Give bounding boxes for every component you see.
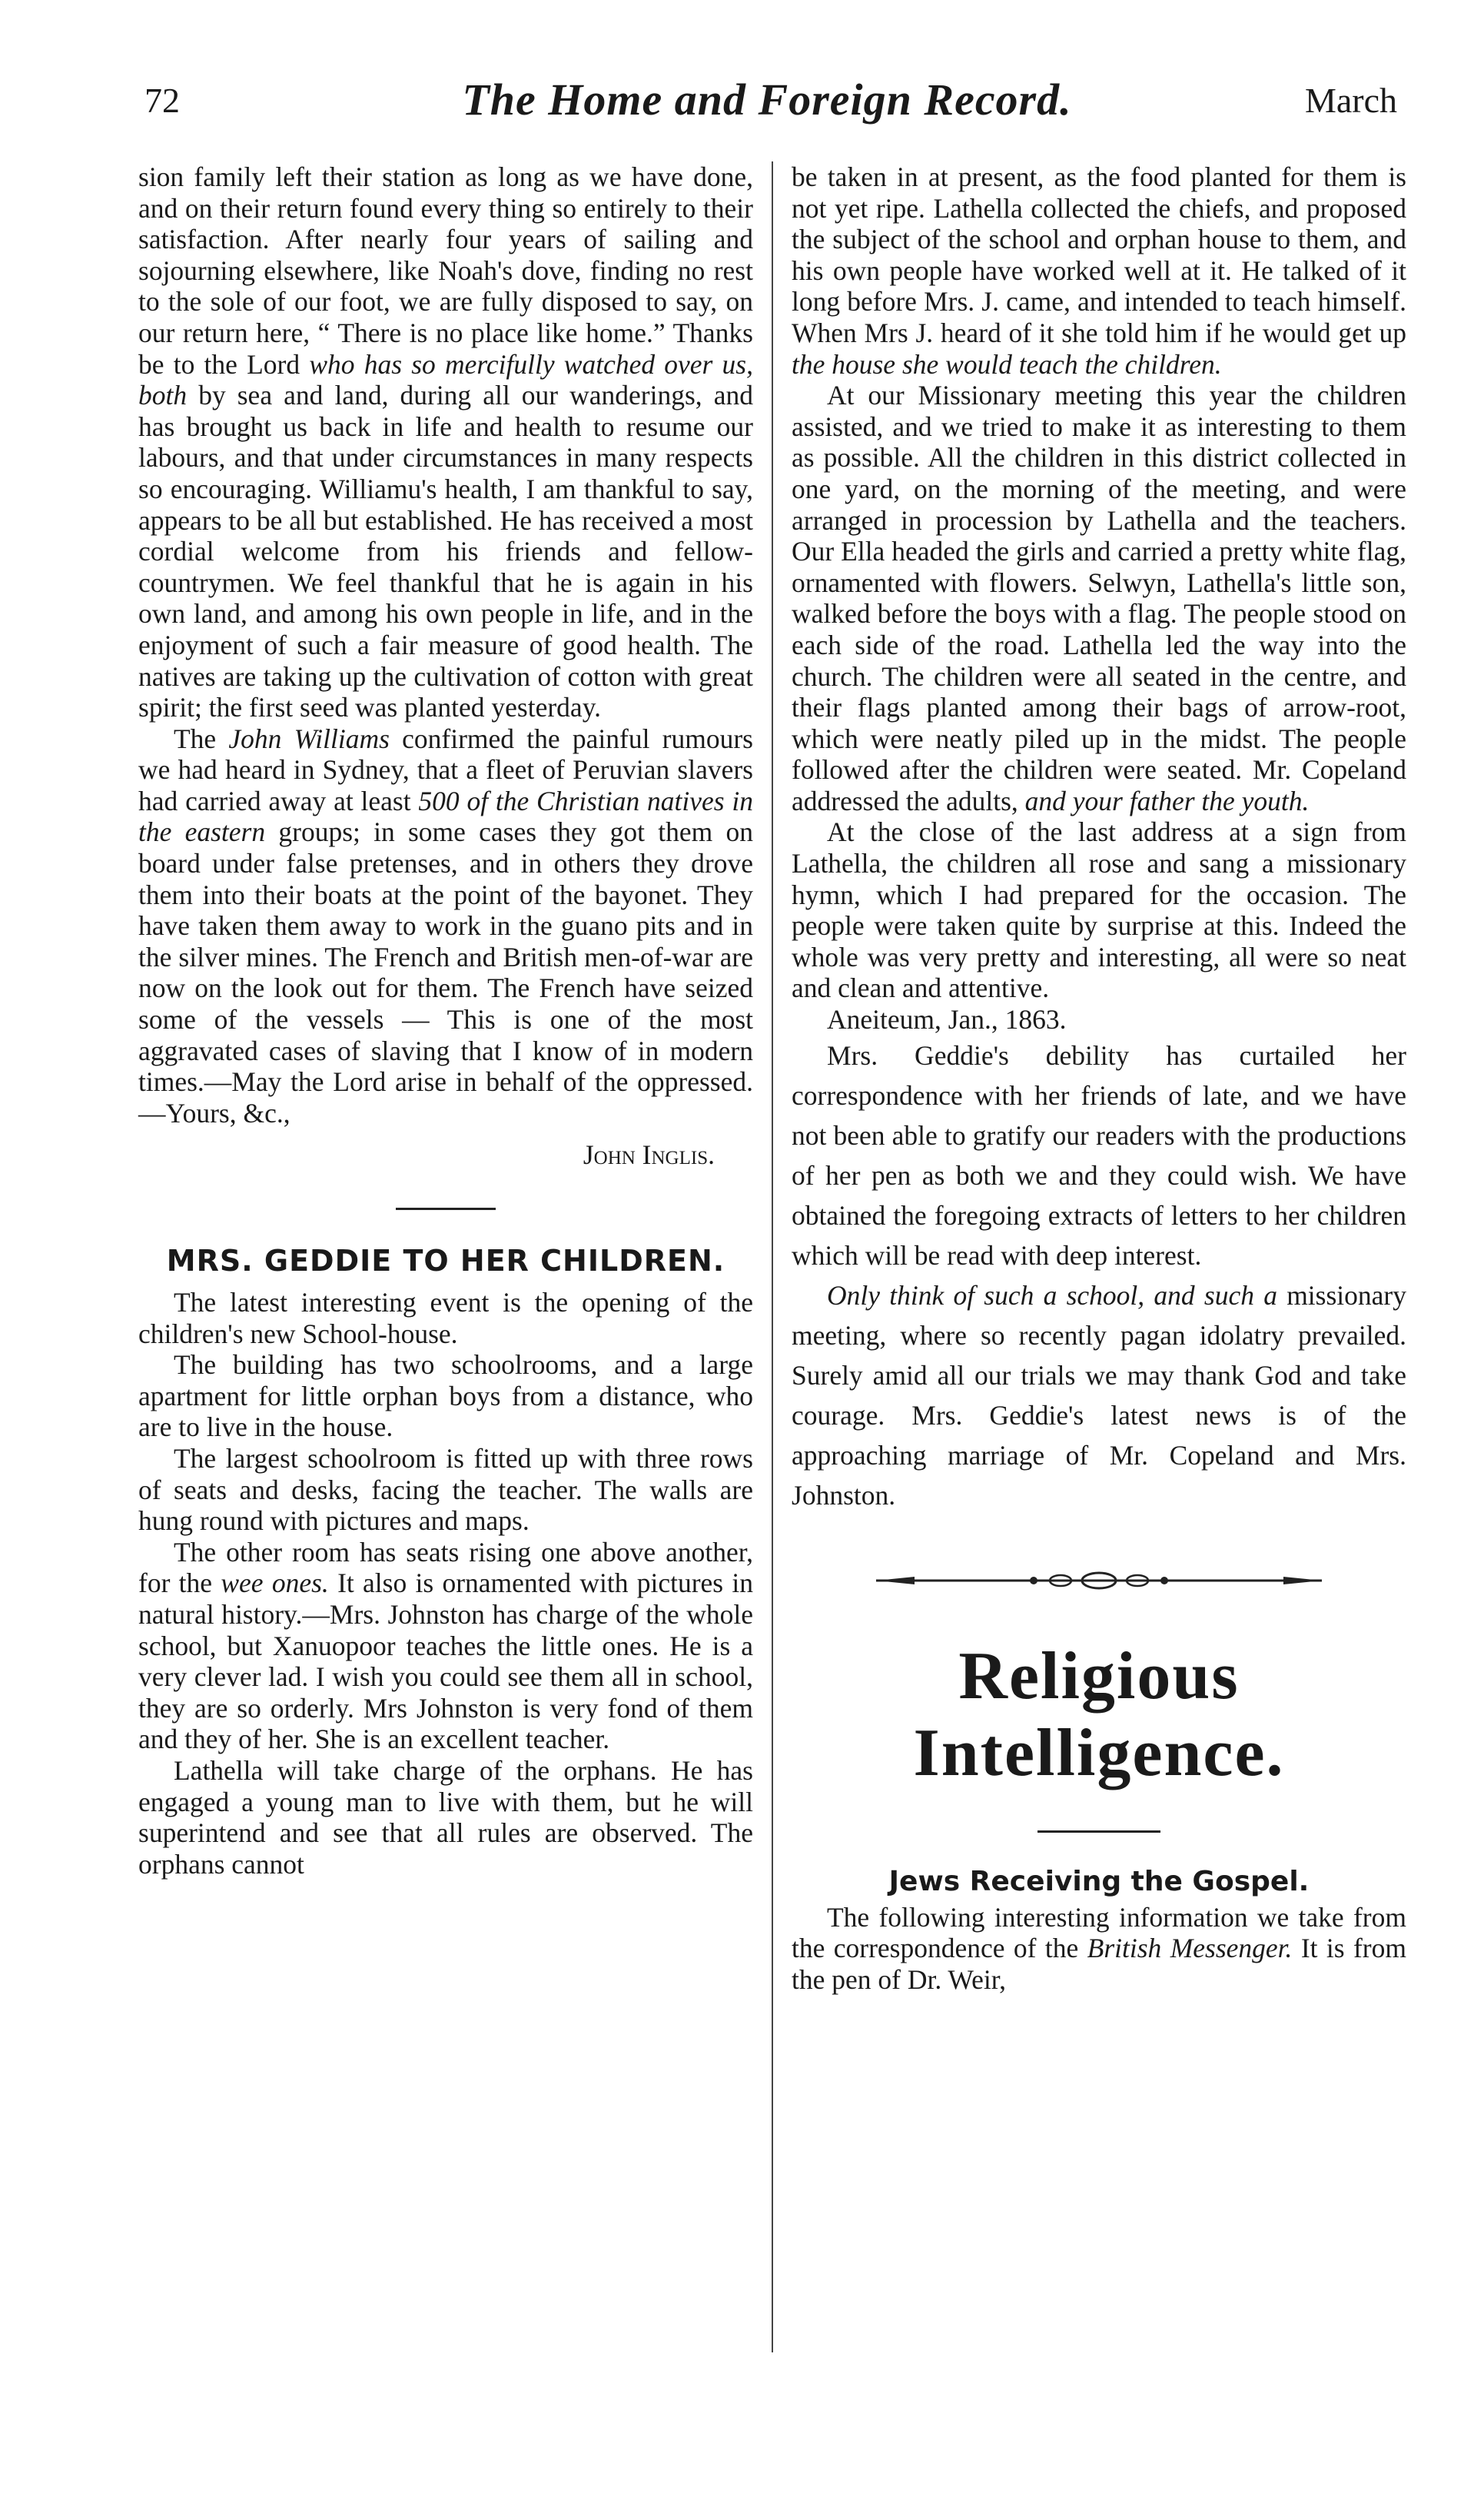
article-title: Jews Receiving the Gospel. — [888, 1865, 1310, 1897]
dateline: Aneiteum, Jan., 1863. — [827, 1004, 1067, 1036]
paragraph: sion family left their station as long as we have done, and on their return found every thing so entirely to their satisfaction. After nearly four years of sailing and sojourning elsewhere, like Noah's dove, finding no rest to the sole of our foot, we are fully disposed to say, on our return here, “ There is no place like home.” Thanks be to the Lord who has so mercifully watched over us, both by sea and land, during all our wanderings, and has brought us back in life and health to resume our labours, and that under circumstances in many respects so encouraging. Williamu's health, I am thankful to say, appears to be all but established. He has received a most cordial welcome from his friends and fellow-countrymen. We feel thankful that he is again in his own land, and among his own people in life, and in the enjoyment of such a fair measure of good health. The natives are taking up the cultivation of cotton with great spirit; the first seed was planted yesterday. — [138, 161, 754, 723]
paragraph: The latest interesting event is the opening of the children's new School-house. — [138, 1287, 753, 1349]
left-column — [138, 161, 753, 1880]
paragraph: The other room has seats rising one above another, for the wee ones. It also is ornamented with pictures in natural history.—Mrs. Johnston has charge of the whole school, but Xanuopoor teaches the little ones. He is a very clever lad. I wish you could see them all in school, they are so orderly. Mrs Johnston is very fond of them and they of her. She is an excellent teacher. — [138, 1536, 754, 1755]
page-number: 72 — [144, 81, 180, 120]
issue-month: March — [1304, 81, 1397, 120]
editorial-note — [792, 1036, 1406, 1515]
paragraph: be taken in at present, as the food planted for them is not yet ripe. Lathella collected the chiefs, and proposed the subject of the school and orphan house to them, and his own people have worked well at it. He talked of it long before Mrs. J. came, and intended to teach himself. When Mrs J. heard of it she told him if he would get up the house she would teach the children. — [792, 161, 1406, 380]
section-rule — [1037, 1830, 1160, 1833]
paragraph: The John Williams confirmed the painful rumours we had heard in Sydney, that a fleet of Peruvian slavers had carried away at least 500 of the Christian natives in the eastern groups; in some cases they got them on board under false pretenses, and in others they drove them into their boats at the point of the bayonet. They have taken them away to work in the guano pits and in the silver mines. The French and British men-of-war are now on the look out for them. The French have seized some of the vessels — This is one of the most aggravated cases of slaving that I know of in modern times.—May the Lord arise in behalf of the oppressed.—Yours, &c., — [138, 723, 753, 1129]
paragraph: Mrs. Geddie's debility has curtailed her correspondence with her friends of late, and we have not been able to gratify our readers with the productions of her pen as both we and they could wish. We have obtained the foregoing extracts of letters to her children which will be read with deep interest. — [792, 1039, 1406, 1271]
letter-signature: John Inglis. — [583, 1139, 715, 1171]
page-header — [137, 74, 1397, 143]
column-divider — [772, 161, 773, 2352]
section-title: MRS. GEDDIE TO HER CHILDREN. — [166, 1244, 725, 1278]
paragraph: The building has two schoolrooms, and a large apartment for little orphan boys from a distance, who are to live in the house. — [138, 1349, 753, 1443]
decorative-ornament — [868, 1569, 1330, 1592]
journal-title: The Home and Foreign Record. — [462, 75, 1072, 125]
paragraph: Lathella will take charge of the orphans. He has engaged a young man to live with them, but he will superintend and see that all rules are observed. The orphans cannot — [138, 1754, 753, 1880]
right-column — [792, 161, 1406, 1995]
section-rule — [396, 1208, 496, 1210]
paragraph: The following interesting information we take from the correspondence of the British Messenger. It is from the pen of Dr. Weir, — [792, 1901, 1406, 1995]
department-heading: Religious Intelligence. — [913, 1638, 1285, 1790]
paragraph: The largest schoolroom is fitted up with three rows of seats and desks, facing the teacher. The walls are hung round with pictures and maps. — [138, 1442, 753, 1537]
paragraph: At the close of the last address at a sign from Lathella, the children all rose and sang a missionary hymn, which I had prepared for the occasion. The people were taken quite by surprise at this. Indeed the whole was very pretty and interesting, all were so neat and clean and attentive. — [792, 816, 1406, 1004]
paragraph: Only think of such a school, and such a missionary meeting, where so recently pagan idolatry prevailed. Surely amid all our trials we may thank God and take courage. Mrs. Geddie's latest news is of the approaching marriage of Mr. Copeland and Mrs. Johnston. — [792, 1279, 1406, 1511]
paragraph: At our Missionary meeting this year the children assisted, and we tried to make it as interesting to them as possible. All the children in this district collected in one yard, on the morning of the meeting, and were arranged in procession by Lathella and the teachers. Our Ella headed the girls and carried a pretty white flag, ornamented with flowers. Selwyn, Lathella's little son, walked before the boys with a flag. The people stood on each side of the road. Lathella led the way into the church. The children were all seated in the centre, and their flags planted among their bags of arrow-root, which were neatly piled up in the midst. The people followed after the children were seated. Mr. Copeland addressed the adults, and your father the youth. — [792, 380, 1406, 816]
